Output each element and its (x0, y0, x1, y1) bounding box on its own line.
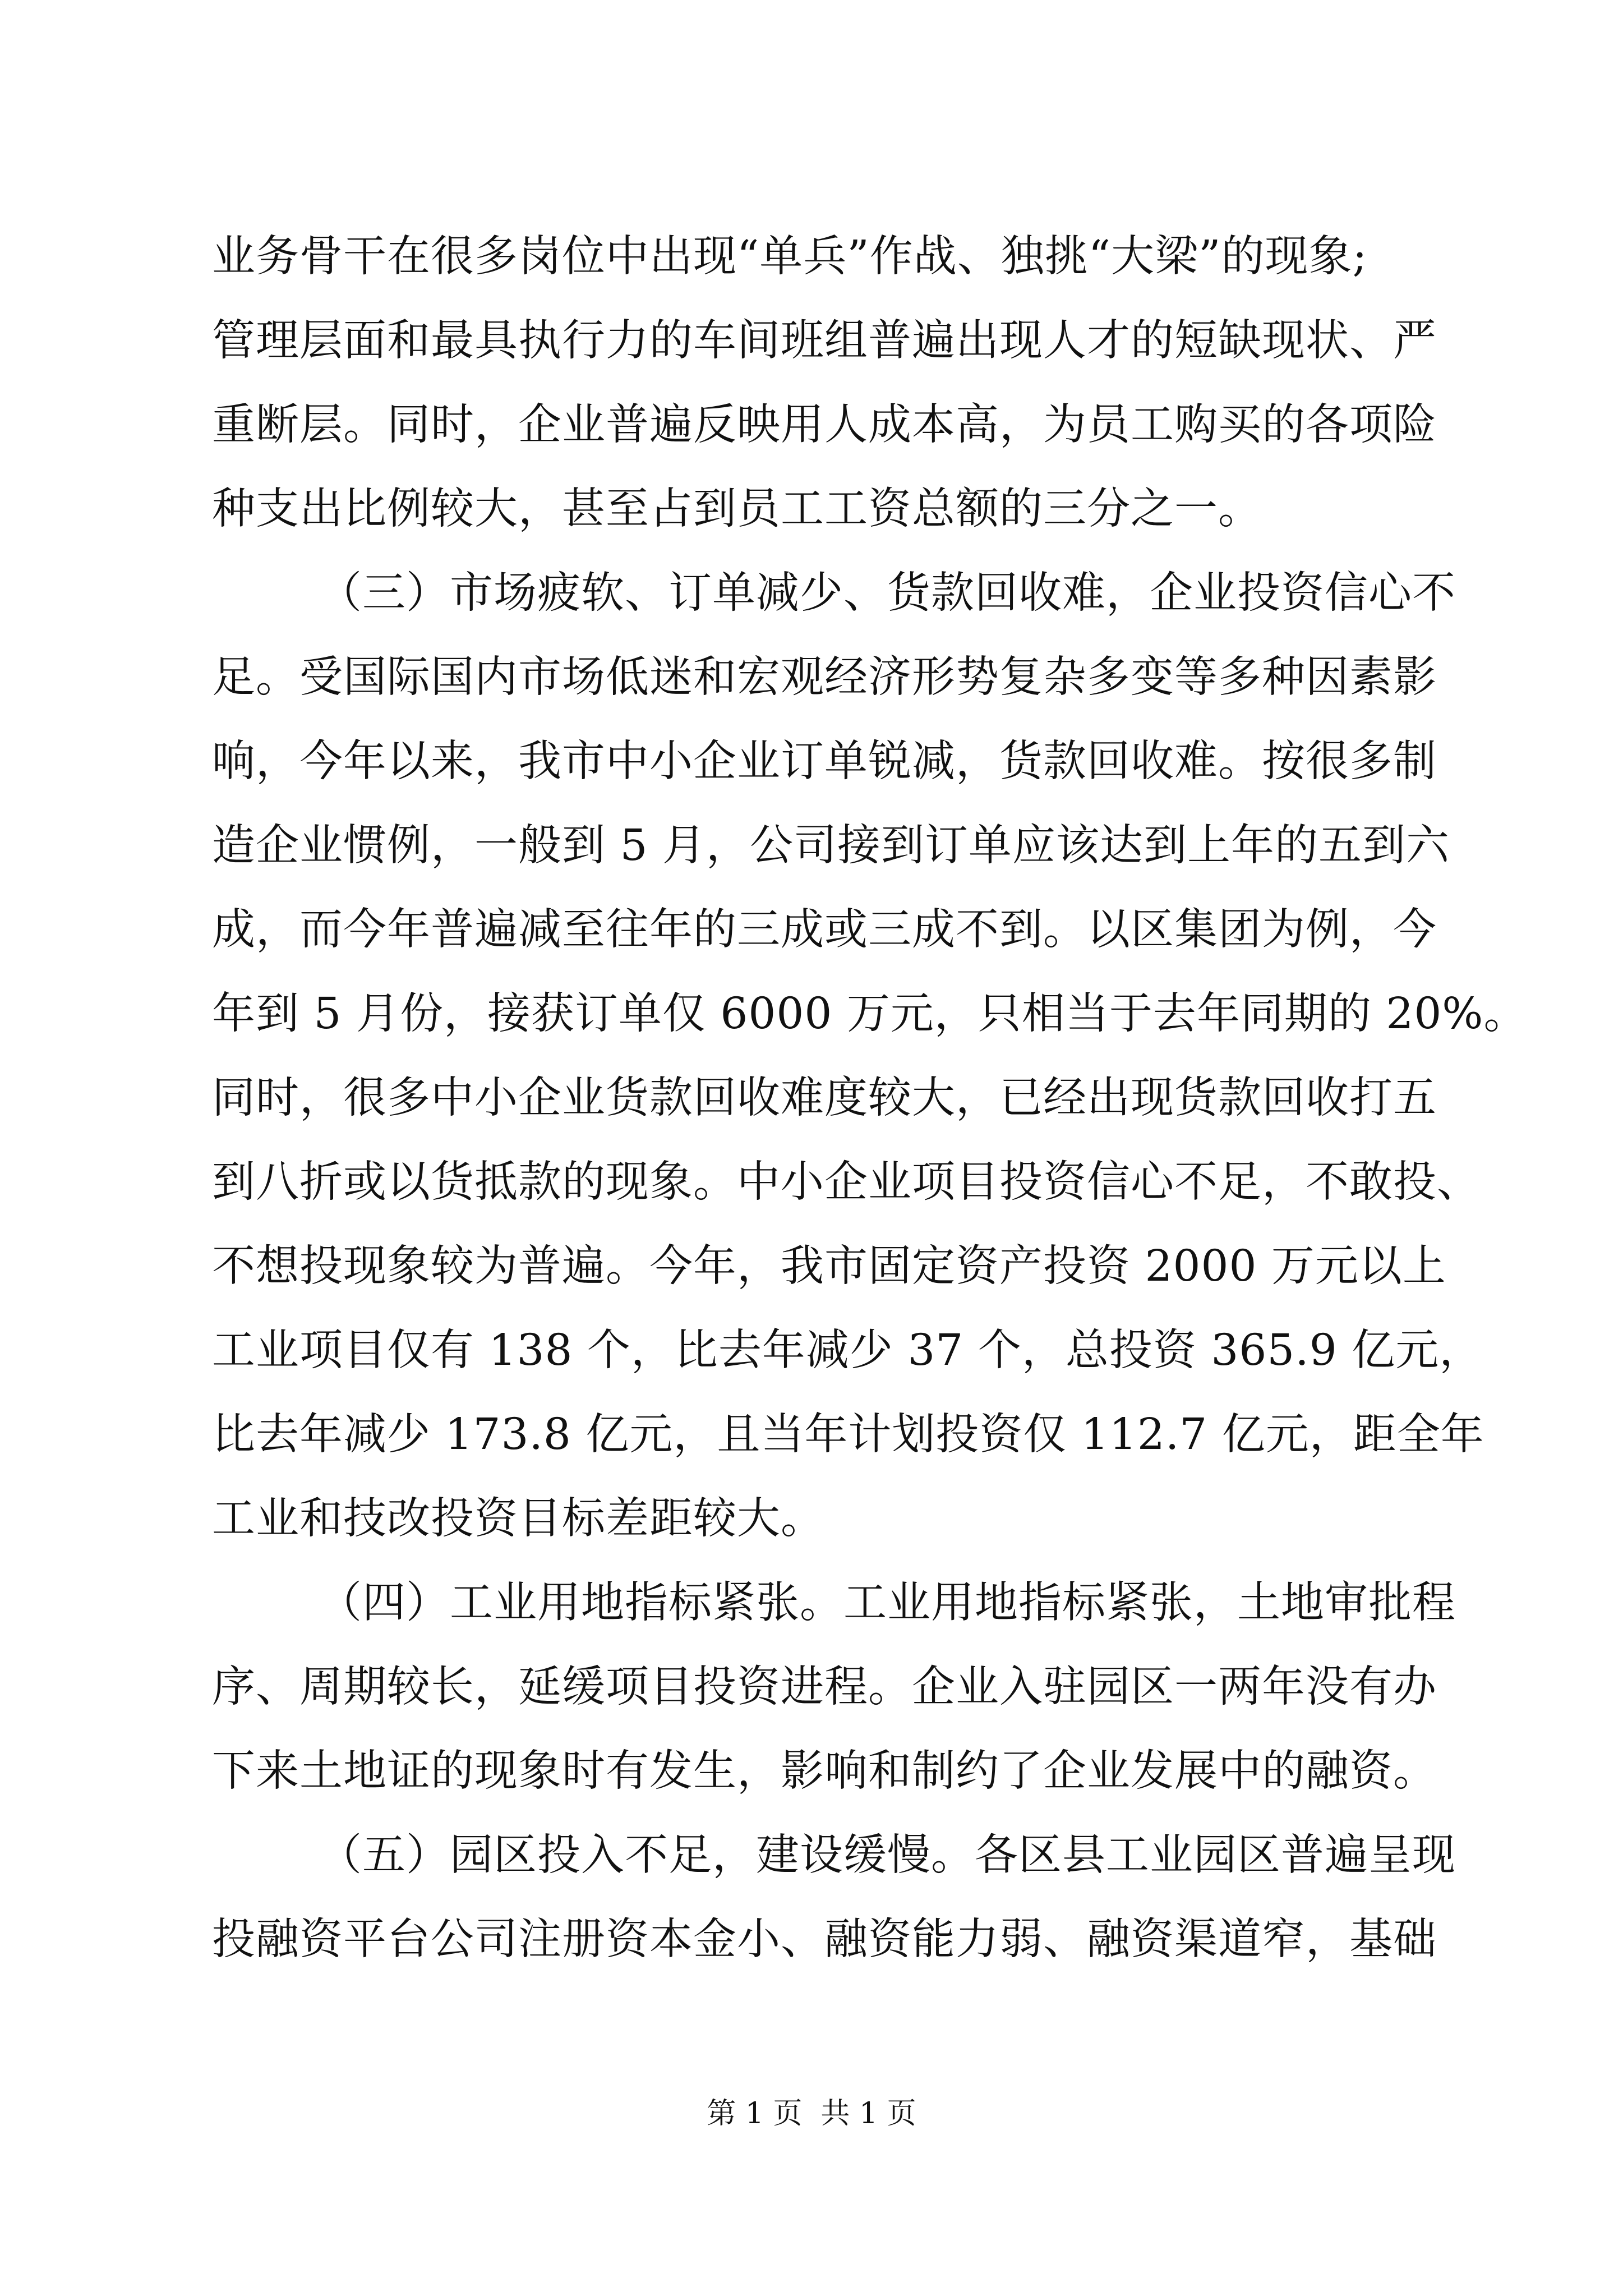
paragraph-continuation (212, 215, 1437, 551)
body-text (212, 215, 1528, 1982)
paragraph-section-5 (212, 1814, 1456, 1982)
text-line: 足。受国际国内市场低迷和宏观经济形势复杂多变等多种因素影 (212, 652, 1437, 702)
page-footer: 第 1 页 共 1 页 (707, 2097, 916, 2131)
text-line: 下来土地证的现象时有发生，影响和制约了企业发展中的融资。 (212, 1746, 1437, 1796)
text-line: 同时，很多中小企业货款回收难度较大，已经出现货款回收打五 (212, 1073, 1437, 1123)
text-line: 比去年减少 173.8 亿元，且当年计划投资仅 112.7 亿元，距全年 (212, 1410, 1484, 1460)
text-line: （四）工业用地指标紧张。工业用地指标紧张，土地审批程 (319, 1578, 1456, 1628)
text-line: 成，而今年普遍减至往年的三成或三成不到。以区集团为例，今 (212, 905, 1437, 955)
text-line: 种支出比例较大，甚至占到员工工资总额的三分之一。 (212, 484, 1262, 534)
paragraph-section-3 (212, 551, 1528, 1561)
text-line: 响，今年以来，我市中小企业订单锐减，货款回收难。按很多制 (212, 737, 1437, 786)
text-line: （五）园区投入不足，建设缓慢。各区县工业园区普遍呈现 (319, 1830, 1456, 1880)
text-line: 到八折或以货抵款的现象。中小企业项目投资信心不足，不敢投、 (212, 1157, 1481, 1207)
text-line: 工业项目仅有 138 个，比去年减少 37 个，总投资 365.9 亿元， (212, 1326, 1483, 1375)
text-line: （三）市场疲软、订单减少、货款回收难，企业投资信心不 (319, 568, 1456, 618)
text-line: 业务骨干在很多岗位中出现“单兵”作战、独挑“大梁”的现象; (212, 232, 1368, 282)
paragraph-section-4 (212, 1561, 1456, 1814)
text-line: 管理层面和最具执行力的车间班组普遍出现人才的短缺现状、严 (212, 316, 1437, 366)
text-line: 年到 5 月份，接获订单仅 6000 万元，只相当于去年同期的 20%。 (212, 989, 1528, 1039)
text-line: 不想投现象较为普遍。今年，我市固定资产投资 2000 万元以上 (212, 1241, 1446, 1291)
text-line: 序、周期较长，延缓项目投资进程。企业入驻园区一两年没有办 (212, 1662, 1437, 1712)
text-line: 造企业惯例，一般到 5 月，公司接到订单应该达到上年的五到六 (212, 821, 1450, 871)
text-line: 重断层。同时，企业普遍反映用人成本高，为员工购买的各项险 (212, 400, 1437, 450)
text-line: 工业和技改投资目标差距较大。 (212, 1494, 824, 1544)
text-line: 投融资平台公司注册资本金小、融资能力弱、融资渠道窄，基础 (212, 1915, 1437, 1964)
